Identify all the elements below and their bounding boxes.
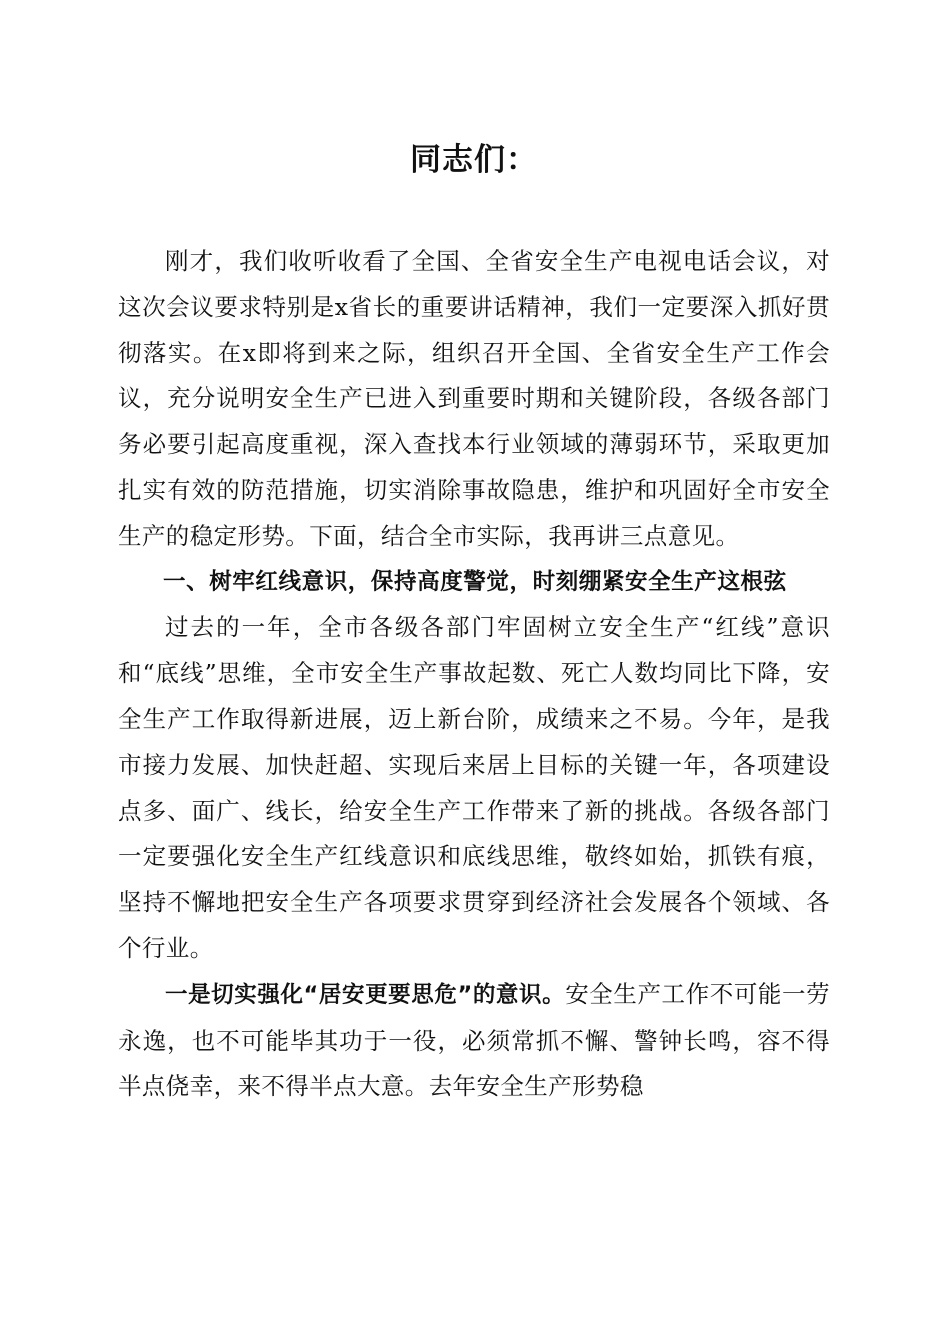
document-body — [118, 239, 830, 1110]
paragraph-section-1: 过去的一年，全市各级各部门牢固树立安全生产“红线”意识和“底线”思维，全市安全生产事故起数、死亡人数均同比下降，安全生产工作取得新进展，迈上新台阶，成绩来之不易。今年，是我市接力发展、加快赶超、实现后来居上目标的关键一年，各项建设点多、面广、线长，给安全生产工作带来了新的挑战。各级各部门一定要强化安全生产红线意识和底线思维，敬终如始，抓铁有痕，坚持不懈地把安全生产各项要求贯穿到经济社会发展各个领域、各个行业。 — [118, 613, 830, 962]
point-1-lead: 一是切实强化“居安更要思危”的意识。 — [165, 981, 566, 1008]
document-title: 同志们： — [410, 142, 538, 178]
point-1-text: 安全生产工作不可能一劳永逸，也不可能毕其功于一役，必须常抓不懈、警钟长鸣，容不得半点侥幸，来不得半点大意。去年安全生产形势稳 — [118, 979, 831, 1101]
paragraph-point-1 — [118, 972, 830, 1110]
document-page — [118, 136, 830, 1110]
paragraph-opening: 刚才，我们收听收看了全国、全省安全生产电视电话会议，对这次会议要求特别是x省长的重要讲话精神，我们一定要深入抓好贯彻落实。在x即将到来之际，组织召开全国、全省安全生产工作会议，充分说明安全生产已进入到重要时期和关键阶段，各级各部门务必要引起高度重视，深入查找本行业领域的薄弱环节，采取更加扎实有效的防范措施，切实消除事故隐患，维护和巩固好全市安全生产的稳定形势。下面，结合全市实际，我再讲三点意见。 — [118, 247, 830, 550]
section-heading-1: 一、树牢红线意识，保持高度警觉，时刻绷紧安全生产这根弦 — [163, 568, 787, 595]
